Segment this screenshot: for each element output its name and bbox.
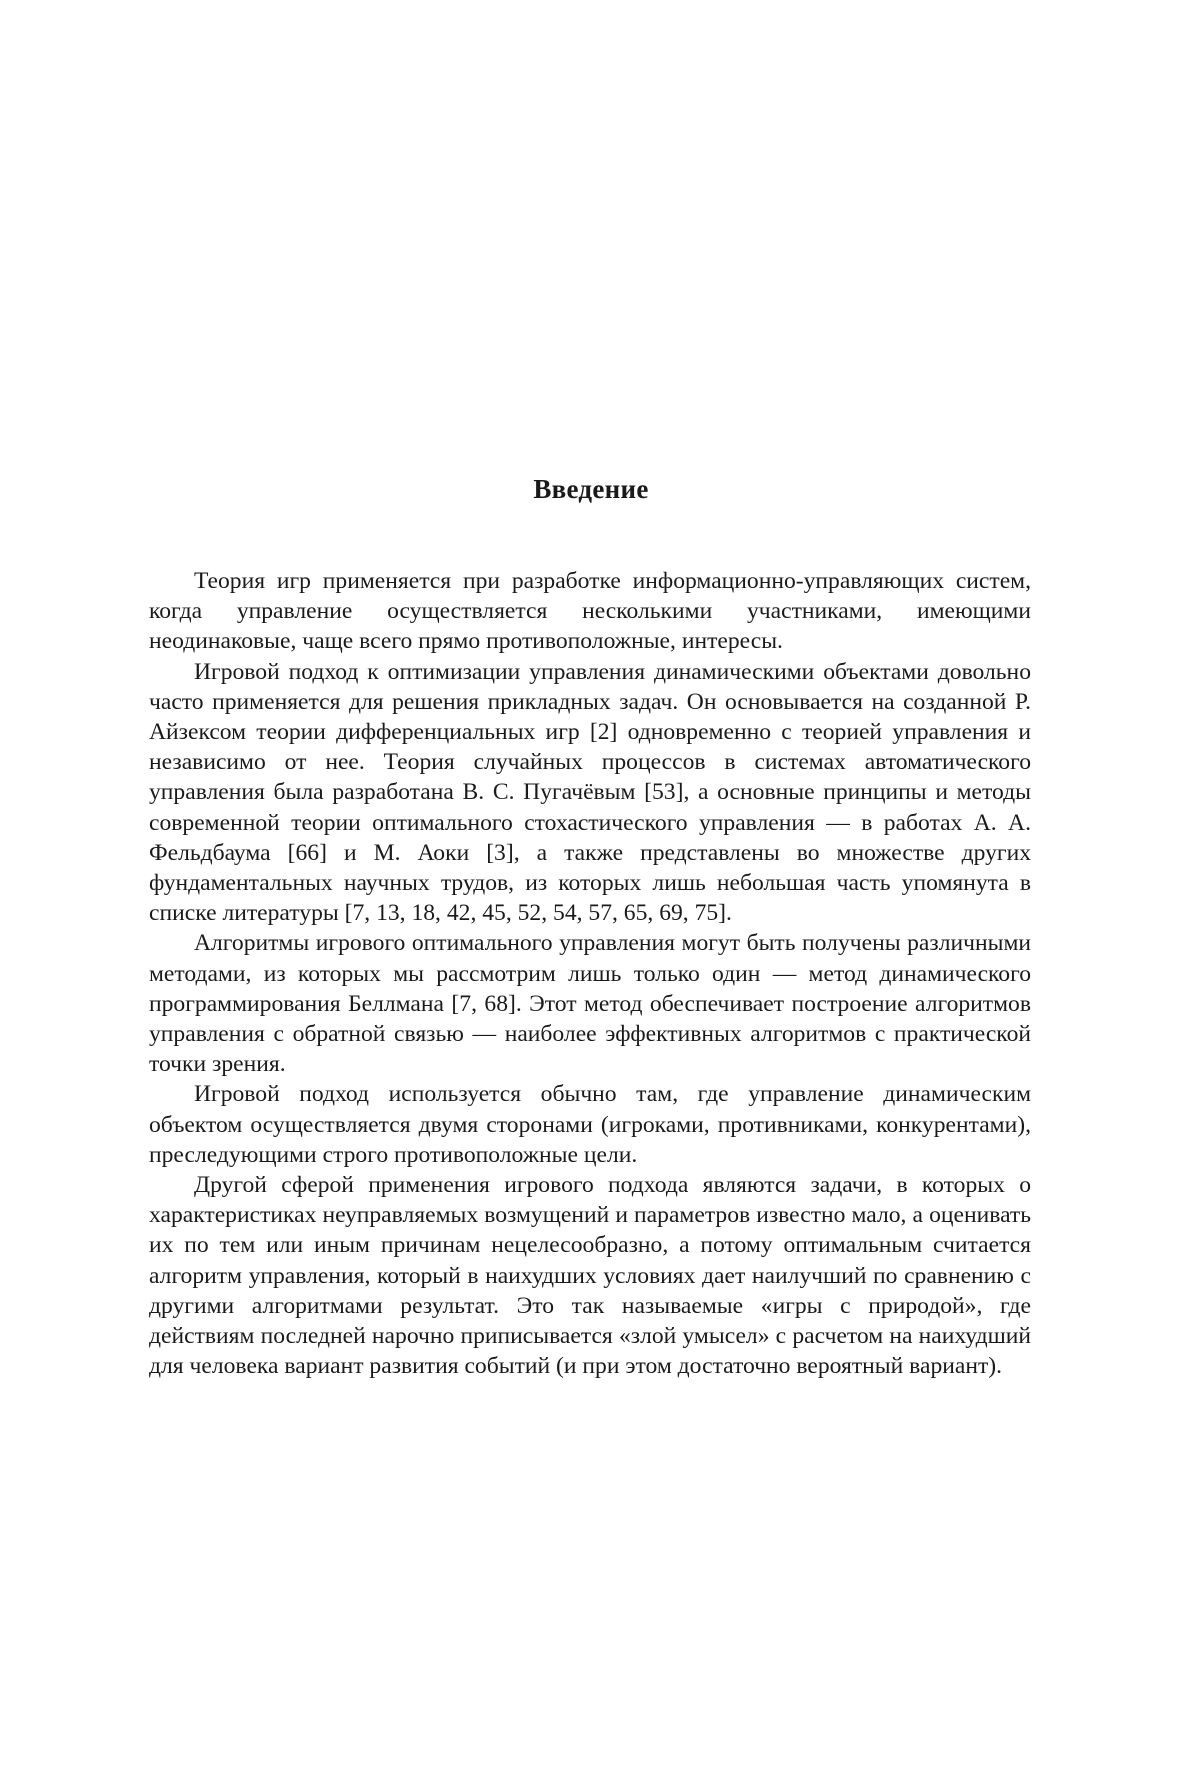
- paragraph-5: Другой сферой применения игрового подхода являются задачи, в которых о характеристиках неуправляемых возмущений и параметров известно мало, а оценивать их по тем или иным причинам нецелесообразно, а потому оптимальным считается алгоритм управления, который в наихудших условиях дает наилучший по сравнению с другими алгоритмами результат. Это так называемые «игры с природой», где действиям последней нарочно приписывается «злой умысел» с расчетом на наихудший для человека вариант развития событий (и при этом достаточно вероятный вариант).: [149, 1172, 1031, 1380]
- paragraph-3: Алгоритмы игрового оптимального управления могут быть получены различными методами, из которых мы рассмотрим лишь только один — метод динамического программирования Беллмана [7, 68]. Этот метод обеспечивает построение алгоритмов управления с обратной связью — наиболее эффективных алгоритмов с практической точки зрения.: [149, 930, 1031, 1078]
- chapter-title: Введение: [533, 474, 649, 504]
- paragraph-1: Теория игр применяется при разработке информационно-управляющих систем, когда управление осуществляется несколькими участниками, имеющими неодинаковые, чаще всего прямо противоположные, интересы.: [149, 568, 1031, 655]
- body-text: [149, 566, 1031, 1381]
- paragraph-2: Игровой подход к оптимизации управления динамическими объектами довольно часто применяется для решения прикладных задач. Он основывается на созданной Р. Айзексом теории дифференциальных игр [2] одновременно с теорией управления и независимо от нее. Теория случайных процессов в системах автоматического управления была разработана В. С. Пугачёвым [53], а основные принципы и методы современной теории оптимального стохастического управления — в работах А. А. Фельдбаума [66] и М. Аоки [3], а также представлены во множестве других фундаментальных научных трудов, из которых лишь небольшая часть упомянута в списке литературы [7, 13, 18, 42, 45, 52, 54, 57, 65, 69, 75].: [149, 658, 1031, 927]
- paragraph-4: Игровой подход используется обычно там, где управление динамическим объектом осуществляется двумя сторонами (игроками, противниками, конкурентами), преследующими строго противоположные цели.: [149, 1081, 1031, 1168]
